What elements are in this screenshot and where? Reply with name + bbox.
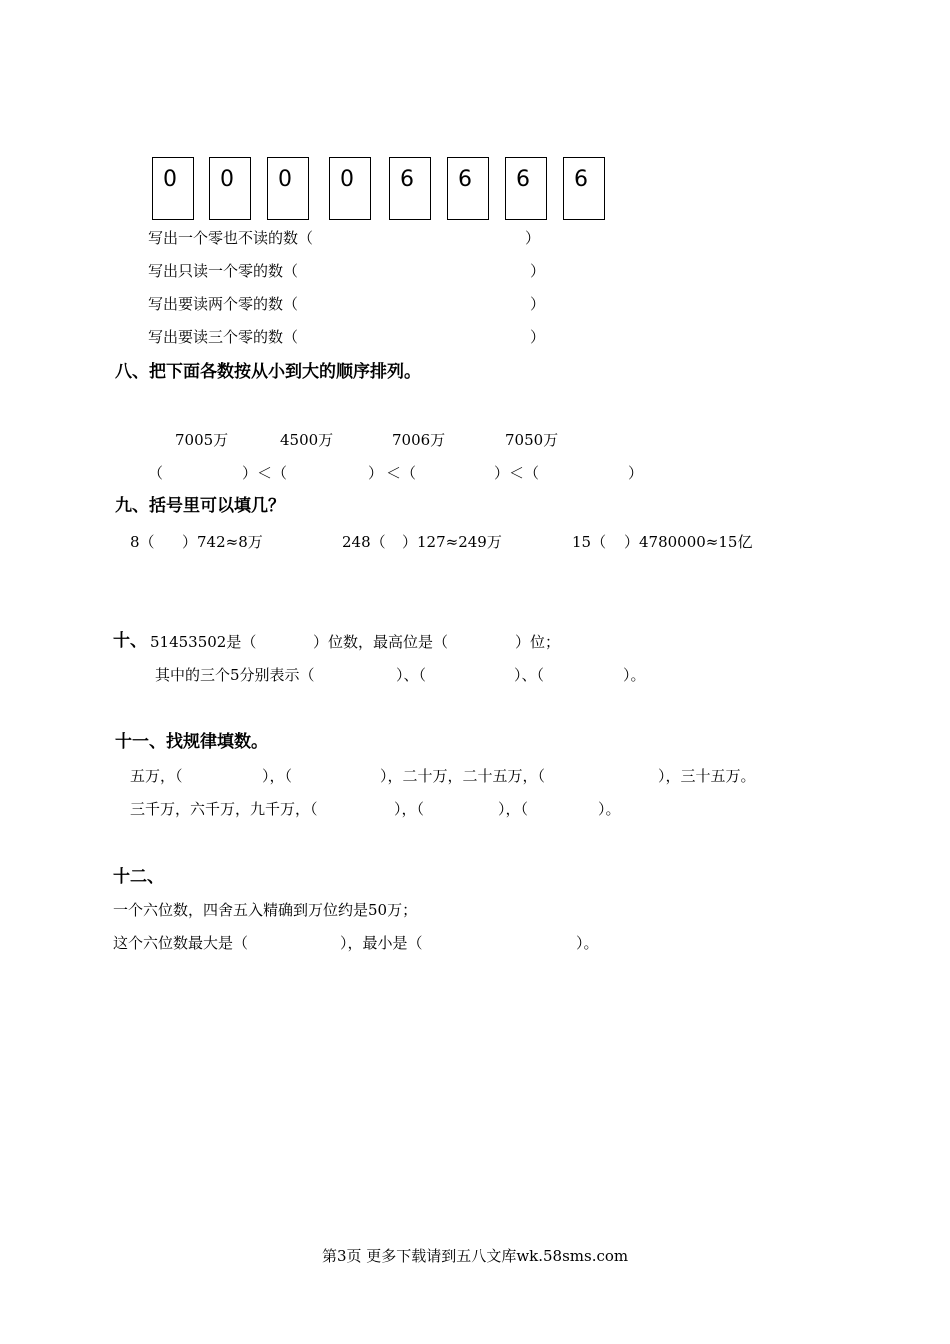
q7-line-3: 写出要读两个零的数（ — [148, 295, 299, 313]
q8-blank: ）＜（ — [242, 464, 288, 482]
q11-line2: ），（ — [394, 800, 425, 818]
q7-line-4: 写出要读三个零的数（ — [148, 328, 299, 346]
q7-line-3-close: ） — [530, 295, 546, 313]
q10-label: 十、 — [113, 631, 147, 651]
digit-card: 0 — [152, 157, 194, 220]
q8-number: 7050万 — [505, 431, 559, 449]
q8-blank: （ — [148, 464, 164, 482]
q12-line1: 一个六位数，四舍五入精确到万位约是50万； — [113, 901, 418, 919]
q10-line2: 其中的三个5分别表示（ — [155, 666, 315, 684]
q11-line2: ）。 — [598, 800, 621, 818]
q9-item-pre: 15（ — [572, 533, 607, 551]
digit-card: 0 — [209, 157, 251, 220]
q9-item-post: ）4780000≈15亿 — [624, 533, 753, 551]
q11-heading: 十一、找规律填数。 — [115, 732, 268, 752]
q12-line2: ），最小是（ — [340, 934, 423, 952]
q11-line1: ），二十万，二十五万，（ — [380, 767, 546, 785]
q10-line1: 51453502是（ — [150, 633, 257, 651]
q12-line2: ）。 — [576, 934, 599, 952]
q9-item-pre: 248（ — [342, 533, 386, 551]
digit-card: 6 — [389, 157, 431, 220]
q9-item-pre: 8（ — [130, 533, 155, 551]
digit-card: 6 — [563, 157, 605, 220]
q7-line-4-close: ） — [530, 328, 546, 346]
q8-number: 4500万 — [280, 431, 334, 449]
q12-line2: 这个六位数最大是（ — [113, 934, 249, 952]
q11-line2: 三千万，六千万，九千万，（ — [130, 800, 318, 818]
q7-line-2-close: ） — [530, 262, 546, 280]
digit-card: 0 — [329, 157, 371, 220]
q9-item-post: ）742≈8万 — [182, 533, 263, 551]
page-footer: 第3页 更多下载请到五八文库wk.58sms.com — [322, 1247, 629, 1265]
digit-card: 6 — [447, 157, 489, 220]
q9-heading: 九、括号里可以填几？ — [115, 496, 285, 516]
q7-line-1-close: ） — [525, 229, 541, 247]
q12-heading: 十二、 — [113, 867, 164, 887]
q9-item-post: ）127≈249万 — [402, 533, 502, 551]
q10-line1: ）位； — [515, 633, 561, 651]
digit-card: 0 — [267, 157, 309, 220]
q11-line1: 五万，（ — [130, 767, 183, 785]
q8-blank: ） — [628, 464, 644, 482]
q8-blank: ） — [368, 464, 384, 482]
q8-blank: ）＜（ — [494, 464, 540, 482]
q7-line-2: 写出只读一个零的数（ — [148, 262, 299, 280]
q10-line2: ）。 — [623, 666, 646, 684]
q11-line1: ），三十五万。 — [658, 767, 756, 785]
q10-line2: ）、（ — [514, 666, 545, 684]
q8-number: 7005万 — [175, 431, 229, 449]
q10-line2: ）、（ — [396, 666, 427, 684]
q11-line2: ），（ — [498, 800, 529, 818]
q8-blank: ＜（ — [386, 464, 417, 482]
q7-line-1: 写出一个零也不读的数（ — [148, 229, 314, 247]
q8-number: 7006万 — [392, 431, 446, 449]
digit-card: 6 — [505, 157, 547, 220]
q11-line1: ），（ — [262, 767, 293, 785]
q10-line1: ）位数，最高位是（ — [313, 633, 449, 651]
q8-heading: 八、把下面各数按从小到大的顺序排列。 — [115, 362, 421, 382]
